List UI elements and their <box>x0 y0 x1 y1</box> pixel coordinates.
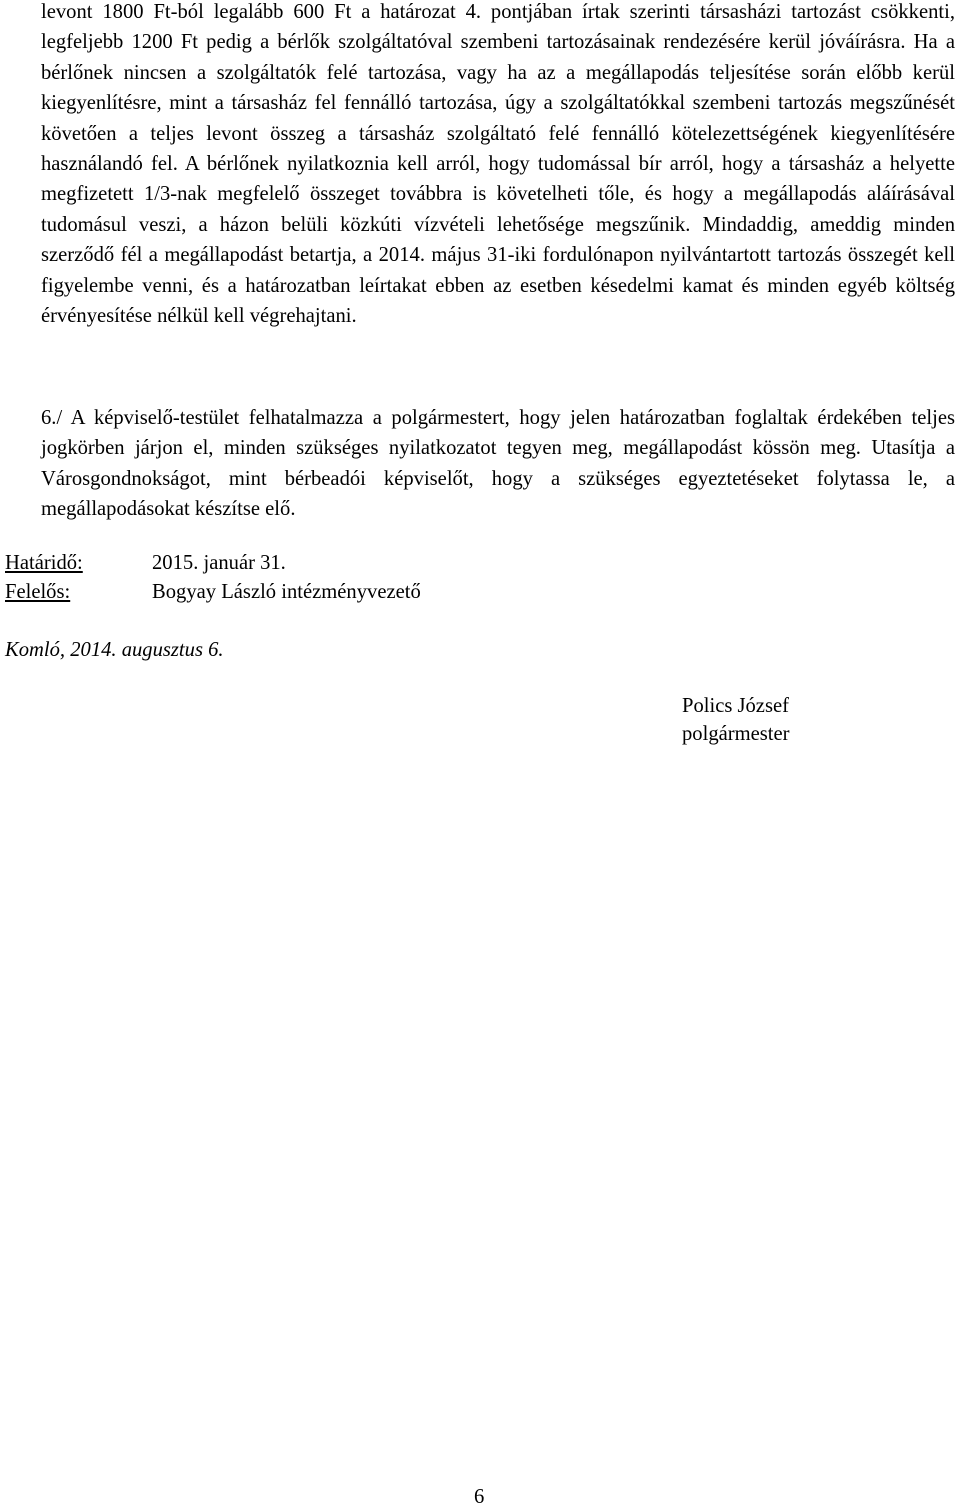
responsible-row <box>5 578 421 606</box>
deadline-value: 2015. január 31. <box>152 552 286 574</box>
page-number: 6 <box>474 1486 485 1508</box>
responsible-value: Bogyay László intézményvezető <box>152 581 421 603</box>
paragraph-6: 6./ A képviselő-testület felhatalmazza a polgármestert, hogy jelen határozatban foglaltak érdekében teljes jogkörben járjon el, minden szükséges nyilatkozatot tegyen meg, megállapodást kössön meg. Utasítja a Városgondnokságot, mint bérbeadói képviselőt, hogy a szükséges egyeztetéseket folytassa le, a megállapodásokat készítse elő. <box>41 407 955 521</box>
place-date: Komló, 2014. augusztus 6. <box>5 639 224 661</box>
responsible-label: Felelős: <box>5 581 71 603</box>
deadline-row <box>5 549 286 577</box>
signatory-title: polgármester <box>682 723 790 745</box>
deadline-label: Határidő: <box>5 552 83 574</box>
signature-block <box>682 692 790 748</box>
signatory-name: Polics József <box>682 695 789 717</box>
paragraph-continuation: levont 1800 Ft-ból legalább 600 Ft a határozat 4. pontjában írtak szerinti társasházi tartozást csökkenti, legfeljebb 1200 Ft pedig a bérlők szolgáltatóval szembeni tartozásainak rendezésére kerül jóváírásra. Ha a bérlőnek nincsen a szolgáltatók felé tartozása, vagy ha az a megállapodás teljesítése során előbb kerül kiegyenlítésre, mint a társasház fel fennálló tartozása, úgy a szolgáltatókkal szembeni tartozás megszűnését követően a teljes levont összeg a társasház szolgáltató felé fennálló kötelezettségének kiegyenlítésére használandó fel. A bérlőnek nyilatkoznia kell arról, hogy tudomással bír arról, hogy a társasház a helyette megfizetett 1/3-nak megfelelő összeget továbbra is követelheti tőle, és hogy a megállapodás aláírásával tudomásul veszi, a házon belüli közkúti vízvételi lehetősége megszűnik. Mindaddig, ameddig minden szerződő fél a megállapodást betartja, a 2014. május 31-iki fordulónapon nyilvántartott tartozás összegét kell figyelembe venni, és a határozatban leírtakat ebben az esetben késedelmi kamat és minden egyéb költség érvényesítése nélkül kell végrehajtani. <box>41 1 955 328</box>
